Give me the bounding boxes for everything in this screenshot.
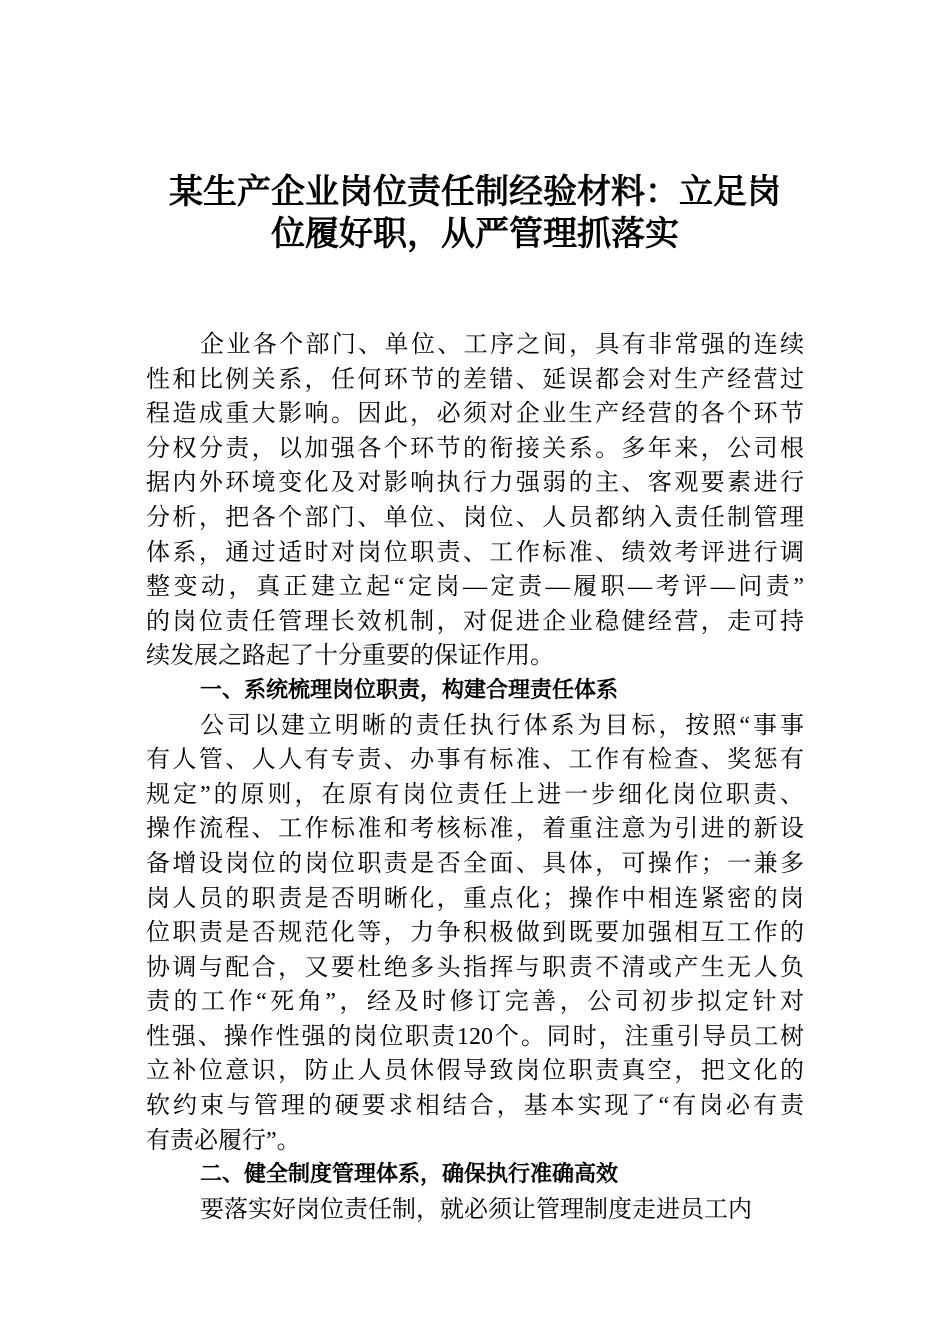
- paragraph-line: 的岗位责任管理长效机制，对促进企业稳健经营，走可持: [146, 608, 804, 635]
- section-heading: 二、健全制度管理体系，确保执行准确高效: [200, 1162, 619, 1188]
- paragraph-line: 分权分责，以加强各个环节的衔接关系。多年来，公司根: [146, 435, 804, 462]
- document-body: [146, 328, 804, 1227]
- paragraph-line: 备增设岗位的岗位职责是否全面、具体，可操作；一兼多: [146, 850, 804, 877]
- paragraph-line: 性和比例关系，任何环节的差错、延误都会对生产经营过: [146, 366, 804, 393]
- paragraph-line: 性强、操作性强的岗位职责120个。同时，注重引导员工树: [146, 1023, 804, 1050]
- paragraph-line: 公司以建立明晰的责任执行体系为目标，按照“事事: [200, 712, 804, 739]
- paragraph-line: 要落实好岗位责任制，就必须让管理制度走进员工内: [200, 1196, 752, 1223]
- paragraph-line: 有人管、人人有专责、办事有标准、工作有检查、奖惩有: [146, 747, 804, 774]
- document-title-line-2: 位履好职，从严管理抓落实: [271, 214, 679, 254]
- paragraph-line: 有责必履行”。: [146, 1127, 301, 1154]
- section-heading: 一、系统梳理岗位职责，构建合理责任体系: [200, 677, 619, 703]
- paragraph-line: 操作流程、工作标准和考核标准，着重注意为引进的新设: [146, 816, 804, 843]
- paragraph-line: 岗人员的职责是否明晰化，重点化；操作中相连紧密的岗: [146, 885, 804, 912]
- paragraph-line: 整变动，真正建立起“定岗—定责—履职—考评—问责”: [146, 574, 804, 601]
- paragraph-line: 体系，通过适时对岗位职责、工作标准、绩效考评进行调: [146, 539, 804, 566]
- paragraph-line: 位职责是否规范化等，力争积极做到既要加强相互工作的: [146, 920, 804, 947]
- paragraph-line: 续发展之路起了十分重要的保证作用。: [146, 643, 554, 670]
- document-title-line-1: 某生产企业岗位责任制经验材料：立足岗: [169, 172, 781, 212]
- paragraph-line: 程造成重大影响。因此，必须对企业生产经营的各个环节: [146, 401, 804, 428]
- paragraph-line: 软约束与管理的硬要求相结合，基本实现了“有岗必有责: [146, 1093, 804, 1120]
- paragraph-line: 协调与配合，又要杜绝多头指挥与职责不清或产生无人负: [146, 954, 804, 981]
- paragraph-line: 立补位意识，防止人员休假导致岗位职责真空，把文化的: [146, 1058, 804, 1085]
- paragraph-line: 分析，把各个部门、单位、岗位、人员都纳入责任制管理: [146, 504, 804, 531]
- paragraph-line: 责的工作“死角”，经及时修订完善，公司初步拟定针对: [146, 989, 804, 1016]
- paragraph-line: 企业各个部门、单位、工序之间，具有非常强的连续: [200, 332, 804, 358]
- paragraph-line: 规定”的原则，在原有岗位责任上进一步细化岗位职责、: [146, 781, 804, 808]
- paragraph-line: 据内外环境变化及对影响执行力强弱的主、客观要素进行: [146, 470, 804, 497]
